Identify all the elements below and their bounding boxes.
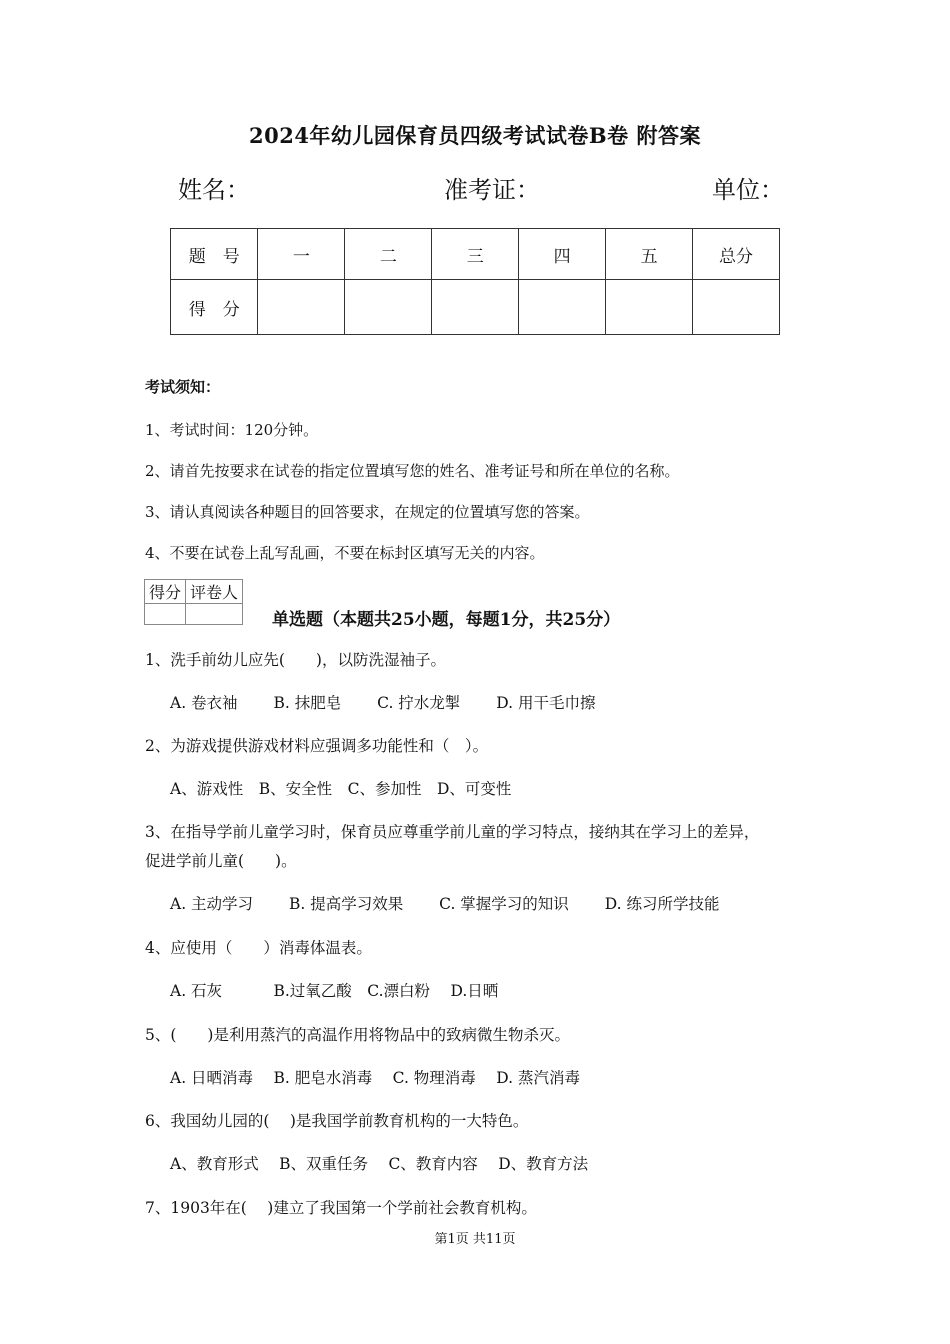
score-cell[interactable] [693,280,780,335]
notice-item: 2、请首先按要求在试卷的指定位置填写您的姓名、准考证号和所在单位的名称。 [145,462,680,480]
table-cell: 四 [519,229,606,280]
grader-reviewer-label: 评卷人 [186,580,243,604]
question-text-continued: 促进学前儿童( )。 [145,852,297,870]
grader-score-label: 得分 [145,580,186,604]
question-options: A. 日晒消毒 B. 肥皂水消毒 C. 物理消毒 D. 蒸汽消毒 [170,1069,580,1087]
score-table [170,228,780,335]
page-title: 2024年幼儿园保育员四级考试试卷B卷 附答案 [248,123,701,148]
section-title: 单选题（本题共25小题，每题1分，共25分） [272,610,621,630]
question-options: A、教育形式 B、双重任务 C、教育内容 D、教育方法 [170,1155,589,1173]
question-text: 6、我国幼儿园的( )是我国学前教育机构的一大特色。 [145,1112,529,1130]
table-cell: 二 [345,229,432,280]
score-cell[interactable] [432,280,519,335]
question-text: 3、在指导学前儿童学习时，保育员应尊重学前儿童的学习特点，接纳其在学习上的差异， [145,823,760,841]
table-cell: 一 [258,229,345,280]
table-cell: 总分 [693,229,780,280]
question-text: 7、1903年在( )建立了我国第一个学前社会教育机构。 [145,1199,537,1217]
question-options: A. 卷衣袖 B. 抹肥皂 C. 拧水龙掣 D. 用干毛巾擦 [170,694,596,712]
score-cell[interactable] [606,280,693,335]
table-cell: 五 [606,229,693,280]
notice-item: 3、请认真阅读各种题目的回答要求，在规定的位置填写您的答案。 [145,503,590,521]
grader-box [144,579,243,625]
table-cell: 题 号 [171,229,258,280]
notice-title: 考试须知： [145,378,221,396]
question-options: A. 石灰 B.过氧乙酸 C.漂白粉 D.日晒 [170,982,499,1000]
question-options: A. 主动学习 B. 提高学习效果 C. 掌握学习的知识 D. 练习所学技能 [170,895,720,913]
notice-item: 1、考试时间：120分钟。 [145,421,319,439]
question-text: 2、为游戏提供游戏材料应强调多功能性和（ ）。 [145,737,489,755]
score-table-header-row [171,229,780,280]
notice-item: 4、不要在试卷上乱写乱画，不要在标封区填写无关的内容。 [145,544,545,562]
table-cell: 得 分 [171,280,258,335]
question-text: 5、( )是利用蒸汽的高温作用将物品中的致病微生物杀灭。 [145,1026,570,1044]
score-cell[interactable] [258,280,345,335]
question-text: 4、应使用（ ）消毒体温表。 [145,939,372,957]
table-cell: 三 [432,229,519,280]
score-cell[interactable] [519,280,606,335]
page-footer: 第1页 共11页 [434,1232,516,1247]
score-cell[interactable] [345,280,432,335]
score-table-score-row [171,280,780,335]
name-label: 姓名： [178,176,250,204]
unit-label: 单位： [712,176,784,204]
question-options: A、游戏性 B、安全性 C、参加性 D、可变性 [170,780,512,798]
grader-score-cell[interactable] [145,604,186,625]
exam-number-label: 准考证： [444,176,540,204]
question-text: 1、洗手前幼儿应先( )，以防洗湿袖子。 [145,651,446,669]
grader-reviewer-cell[interactable] [186,604,243,625]
